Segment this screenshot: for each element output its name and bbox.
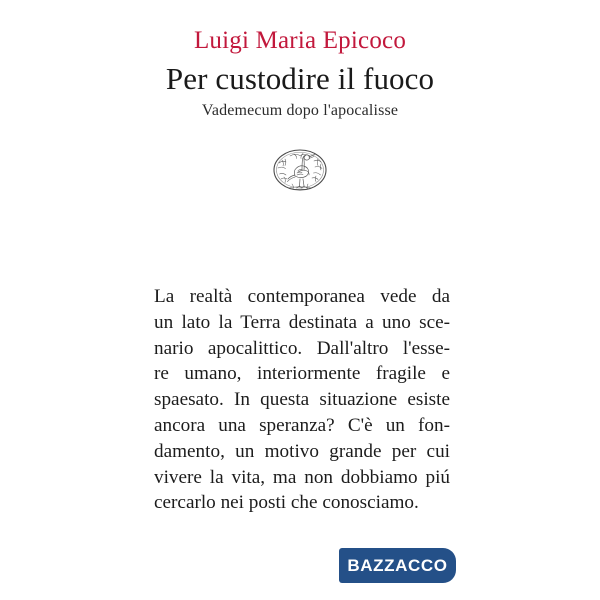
cover-masthead: [0, 26, 600, 121]
back-cover-blurb: [154, 284, 450, 516]
blurb-line: damento, un motivo grande per cui: [154, 440, 450, 462]
blurb-line: vivere la vita, ma non dobbiamo piú: [154, 466, 450, 488]
emblem-container: [0, 148, 600, 192]
blurb-line: La realtà contemporanea vede da: [154, 286, 450, 307]
blurb-line: un lato la Terra destinata a uno sce-: [154, 311, 450, 333]
book-title: Per custodire il fuoco: [165, 61, 435, 96]
book-subtitle: Vademecum dopo l'apocalisse: [201, 102, 399, 119]
publisher-badge: [339, 548, 456, 583]
blurb-line: ancora una speranza? C'è un fon-: [154, 414, 450, 436]
oval-bird-engraving-emblem-icon: [272, 148, 328, 192]
blurb-line: spaesato. In questa situazione esiste: [154, 389, 450, 411]
blurb-line: cercarlo nei posti che conosciamo.: [154, 492, 419, 514]
author-name: Luigi Maria Epicoco: [193, 27, 407, 54]
blurb-line: re umano, interiormente fragile e: [154, 363, 450, 385]
publisher-name: BAZZACCO: [347, 556, 448, 575]
blurb-line: nario apocalittico. Dall'altro l'esse-: [154, 337, 450, 359]
